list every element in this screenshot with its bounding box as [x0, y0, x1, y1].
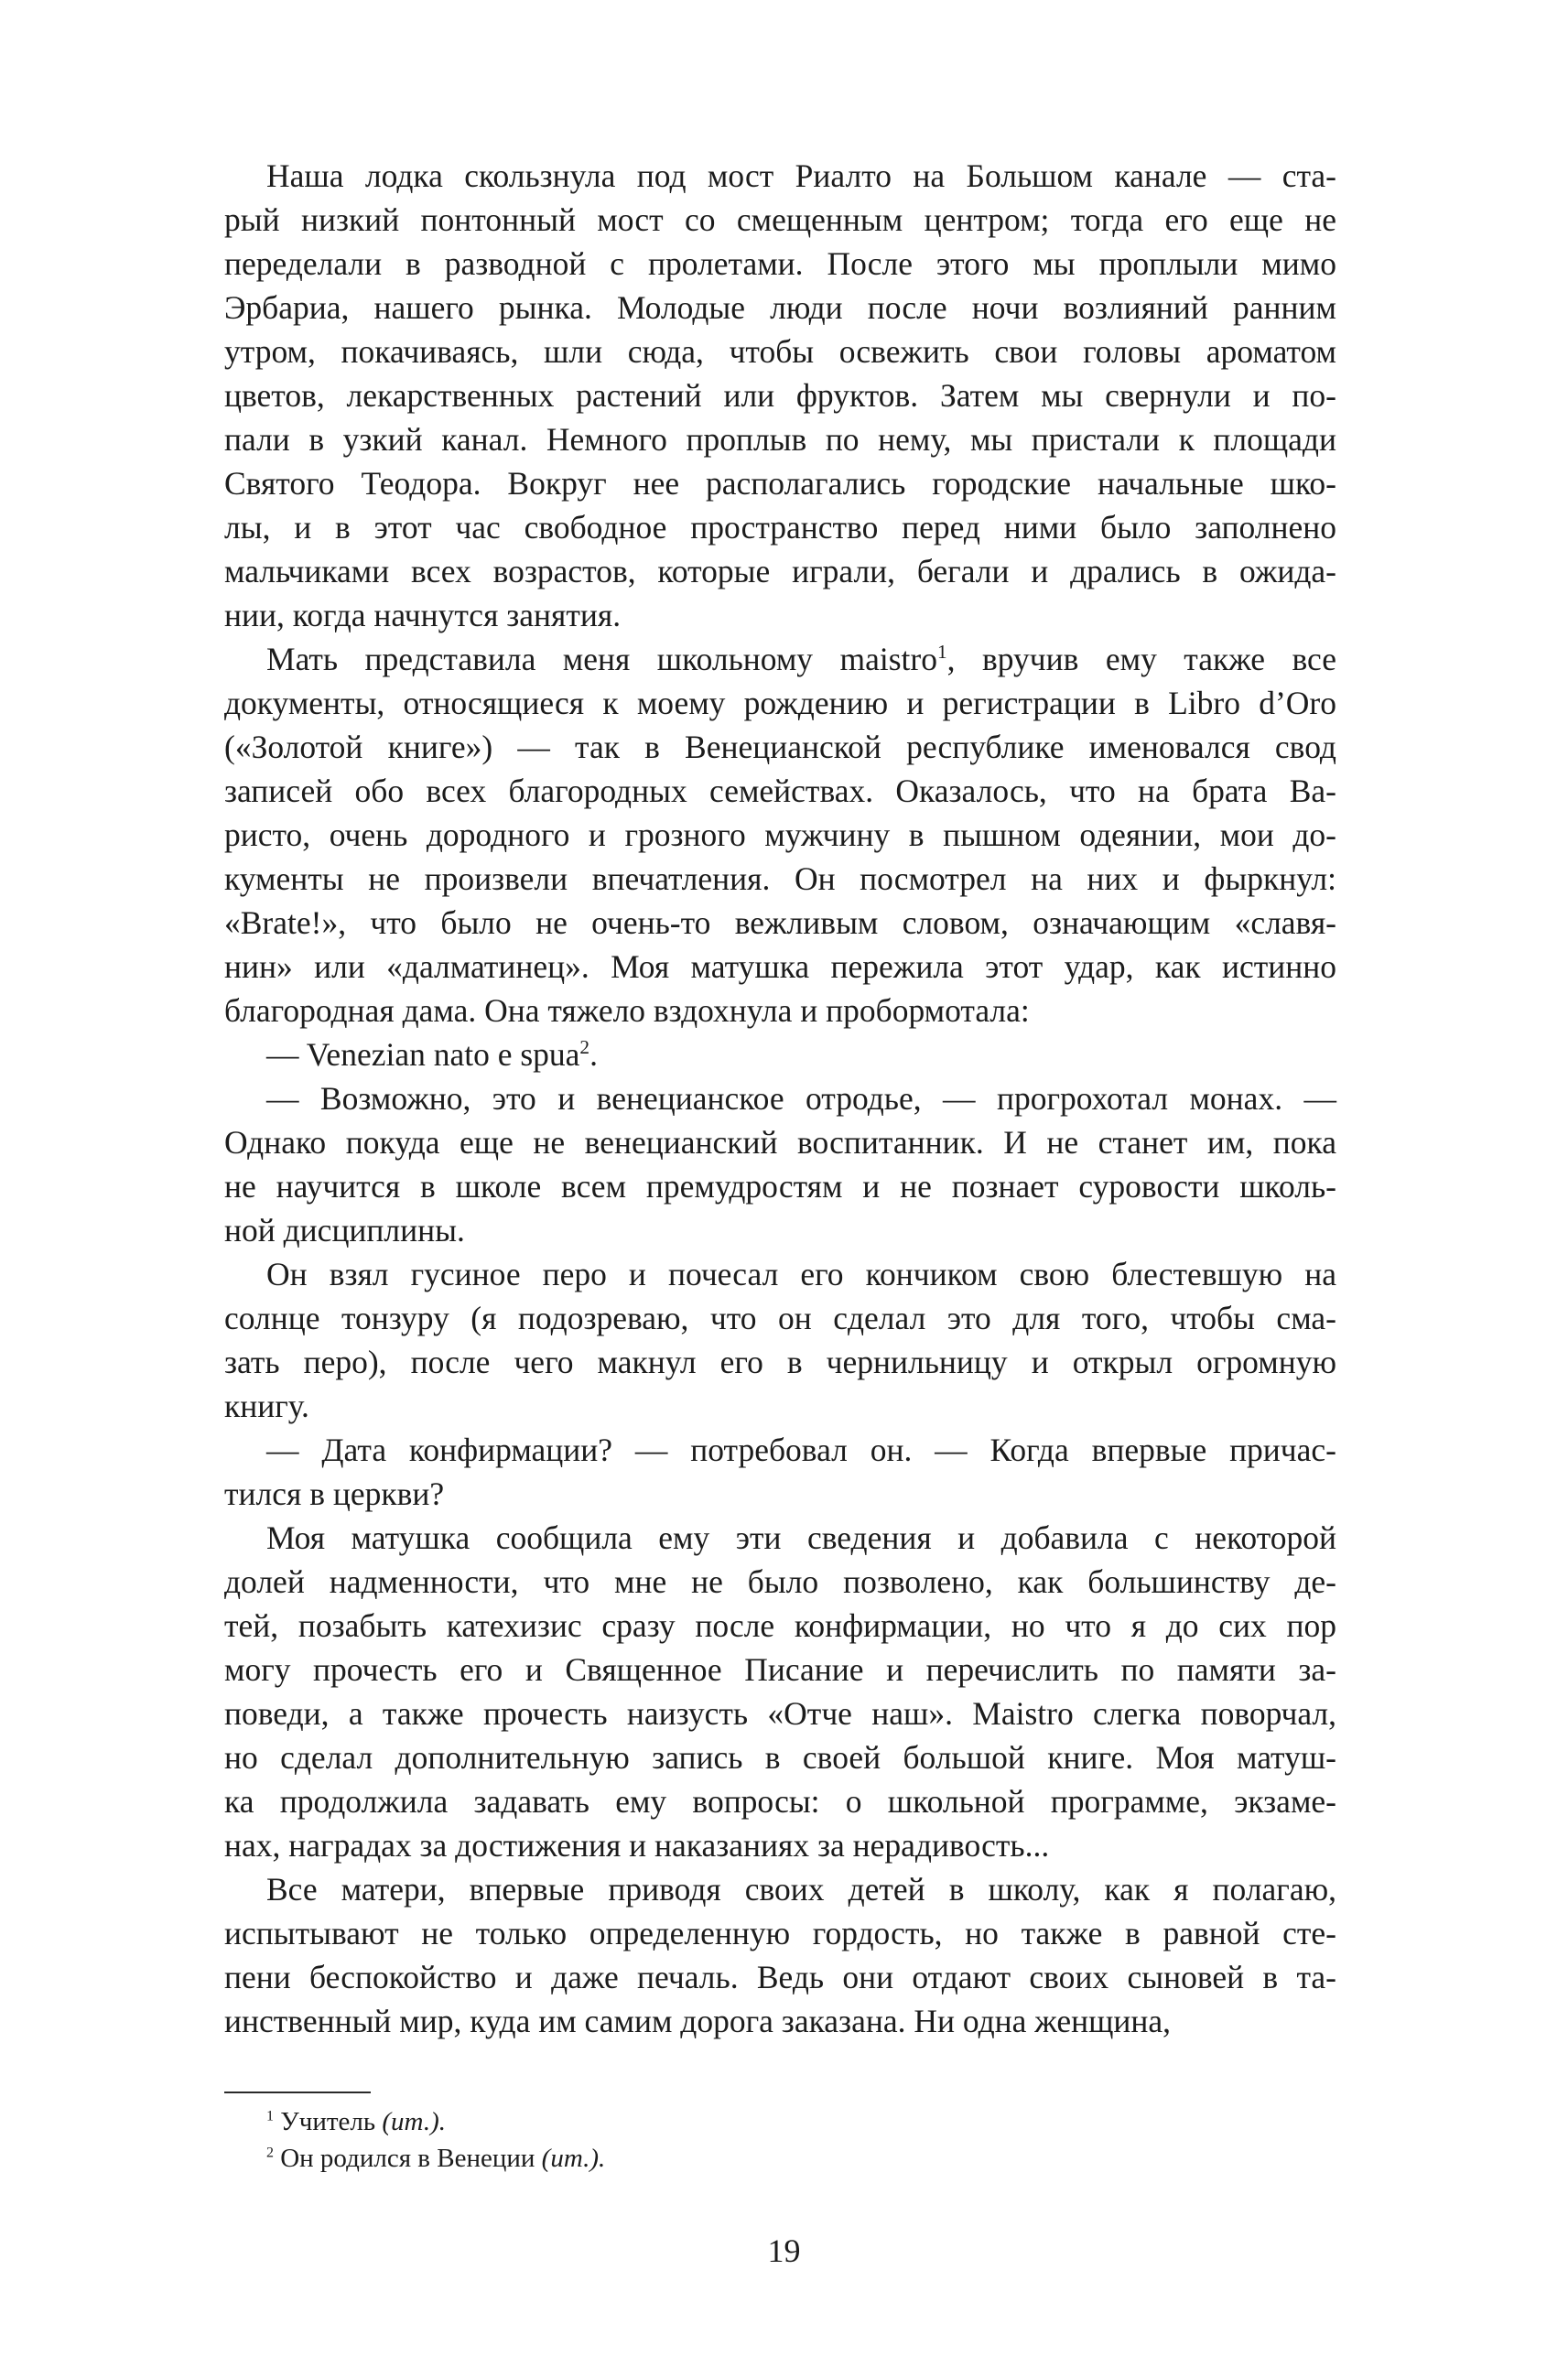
footnote-text: Он родился в Венеции — [280, 2144, 542, 2173]
text-line: цветов, лекарственных растений или фруктов. Затем мы свернули и по- — [224, 377, 1336, 414]
footnote-mark: 2 — [266, 2145, 274, 2161]
footnote-mark: 1 — [266, 2108, 274, 2124]
text-line: документы, относящиеся к моему рождению и регистрации в Libro d’Oro — [224, 685, 1336, 721]
text-line: Однако покуда еще не венецианский воспитанник. И не станет им, пока — [224, 1124, 1336, 1161]
text-line: Эрбариа, нашего рынка. Молодые люди после ночи возлияний ранним — [224, 289, 1336, 326]
main-text — [224, 154, 1336, 2043]
text-line: нах, наградах за достижения и наказаниях за нерадивость... — [224, 1827, 1050, 1864]
text-line: («Золотой книге») — так в Венецианской республике именовался свод — [224, 729, 1336, 765]
footnote — [224, 2140, 1336, 2177]
footnote-reference: 2 — [579, 1036, 590, 1059]
text-line: но сделал дополнительную запись в своей большой книге. Моя матуш- — [224, 1739, 1336, 1776]
text-line: ной дисциплины. — [224, 1212, 465, 1248]
text-line: рый низкий понтонный мост со смещенным центром; тогда его еще не — [224, 201, 1336, 238]
text-line: нин» или «далматинец». Моя матушка пережила этот удар, как истинно — [224, 948, 1336, 985]
text-line: утром, покачиваясь, шли сюда, чтобы освежить свои головы ароматом — [224, 333, 1336, 370]
text-line: тей, позабыть катехизис сразу после конфирмации, но что я до сих пор — [224, 1607, 1336, 1644]
footnote-divider — [224, 2092, 371, 2093]
text-line: записей обо всех благородных семействах. Оказалось, что на брата Ва- — [224, 773, 1336, 809]
text-line: «Brate!», что было не очень-то вежливым словом, означающим «славя- — [224, 904, 1336, 941]
text-line: инственный мир, куда им самим дорога заказана. Ни одна женщина, — [224, 2003, 1172, 2039]
text-line: книгу. — [224, 1388, 309, 1424]
text-line: мальчиками всех возрастов, которые играли, бегали и дрались в ожида- — [224, 553, 1336, 589]
text-line: переделали в разводной с пролетами. После этого мы проплыли мимо — [224, 245, 1336, 282]
footnote-language-note: (ит.). — [541, 2144, 606, 2173]
footnote — [224, 2103, 1336, 2140]
text-line: Моя матушка сообщила ему эти сведения и добавила с некоторой — [266, 1519, 1336, 1556]
text-line: Наша лодка скользнула под мост Риалто на Большом канале — ста- — [266, 157, 1336, 194]
text-line: пали в узкий канал. Немного проплыв по нему, мы пристали к площади — [224, 421, 1336, 458]
footnote-reference: 1 — [937, 641, 947, 664]
text-line: — Дата конфирмации? — потребовал он. — Когда впервые причас- — [266, 1432, 1336, 1468]
text-line: не научится в школе всем премудростям и не познает суровости школь- — [224, 1168, 1336, 1205]
text-line: благородная дама. Она тяжело вздохнула и пробормотала: — [224, 992, 1030, 1029]
text-line: — Возможно, это и венецианское отродье, — прогрохотал монах. — — [266, 1080, 1336, 1117]
text-line: Мать представила меня школьному maistro$^1$, вручив ему также все — [266, 641, 1336, 677]
text-line: пени беспокойство и даже печаль. Ведь они отдают своих сыновей в та- — [224, 1959, 1336, 1995]
text-line: испытывают не только определенную гордость, но также в равной сте- — [224, 1915, 1336, 1951]
text-line: могу прочесть его и Священное Писание и перечислить по памяти за- — [224, 1651, 1336, 1688]
text-line: солнце тонзуру (я подозреваю, что он сделал это для того, чтобы сма- — [224, 1300, 1336, 1336]
text-line: Все матери, впервые приводя своих детей в школу, как я полагаю, — [266, 1871, 1336, 1908]
text-line: лы, и в этот час свободное пространство перед ними было заполнено — [224, 509, 1336, 546]
text-line: Он взял гусиное перо и почесал его кончиком свою блестевшую на — [266, 1256, 1336, 1292]
text-line: кументы не произвели впечатления. Он посмотрел на них и фыркнул: — [224, 860, 1336, 897]
text-line: долей надменности, что мне не было позволено, как большинству де- — [224, 1563, 1336, 1600]
text-line: нии, когда начнутся занятия. — [224, 597, 622, 633]
text-line: ристо, очень дородного и грозного мужчину в пышном одеянии, мои до- — [224, 816, 1336, 853]
footnote-text: Учитель — [280, 2107, 383, 2136]
text-line: тился в церкви? — [224, 1475, 445, 1512]
footnote-language-note: (ит.). — [382, 2107, 446, 2136]
page-number: 19 — [767, 2232, 801, 2269]
text-line: — Venezian nato e spua$^2$. — [266, 1036, 598, 1073]
text-line: ка продолжила задавать ему вопросы: о школьной программе, экзаме- — [224, 1783, 1336, 1820]
text-line: поведи, а также прочесть наизусть «Отче наш». Maistro слегка поворчал, — [224, 1695, 1336, 1732]
text-line: зать перо), после чего макнул его в чернильницу и открыл огромную — [224, 1344, 1336, 1380]
text-line: Святого Теодора. Вокруг нее располагались городские начальные шко- — [224, 465, 1336, 502]
footnotes — [224, 2103, 1336, 2177]
